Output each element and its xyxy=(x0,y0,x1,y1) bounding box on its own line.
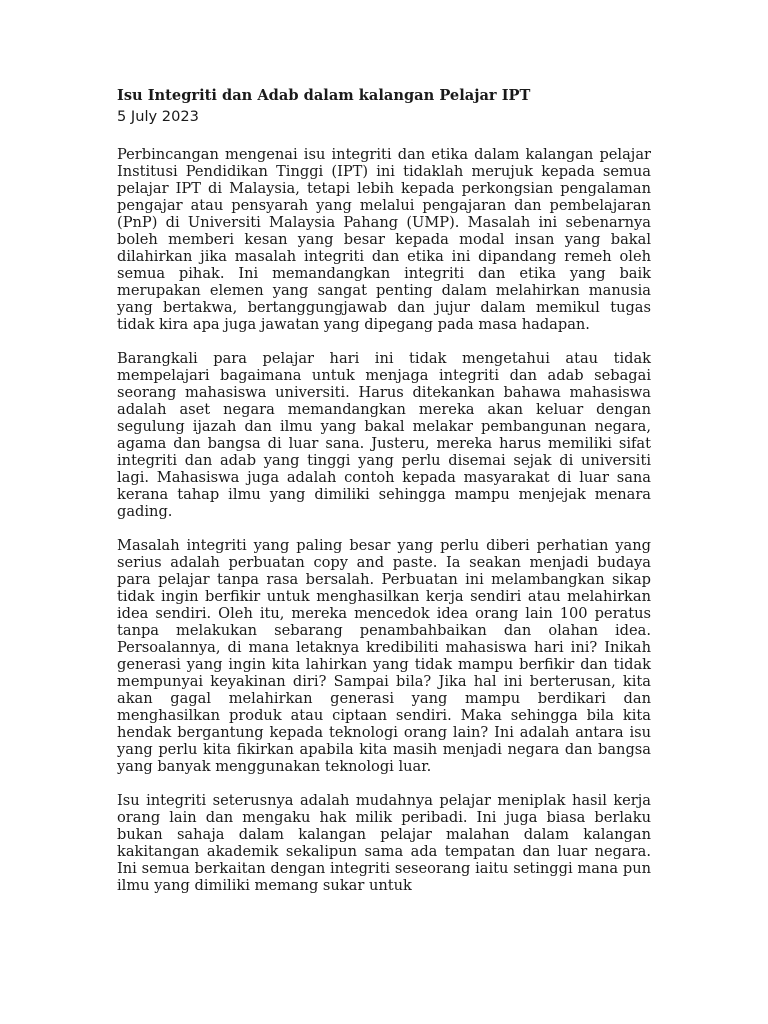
paragraph: Perbincangan mengenai isu integriti dan etika dalam kalangan pelajar Institusi Pendidikan Tinggi (IPT) ini tidaklah merujuk kepada semua pelajar IPT di Malaysia, tetapi lebih kepada perkongsian pengalaman pengajar atau pensyarah yang melalui pengajaran dan pembelajaran (PnP) di Universiti Malaysia Pahang (UMP). Masalah ini sebenarnya boleh memberi kesan yang besar kepada modal insan yang bakal dilahirkan jika masalah integriti dan etika ini dipandang remeh oleh semua pihak. Ini memandangkan integriti dan etika yang baik merupakan elemen yang sangat penting dalam melahirkan manusia yang bertakwa, bertanggungjawab dan jujur dalam memikul tugas tidak kira apa juga jawatan yang dipegang pada masa hadapan. xyxy=(117,146,651,333)
paragraph: Barangkali para pelajar hari ini tidak mengetahui atau tidak mempelajari bagaimana untuk menjaga integriti dan adab sebagai seorang mahasiswa universiti. Harus ditekankan bahawa mahasiswa adalah aset negara memandangkan mereka akan keluar dengan segulung ijazah dan ilmu yang bakal melakar pembangunan negara, agama dan bangsa di luar sana. Justeru, mereka harus memiliki sifat integriti dan adab yang tinggi yang perlu disemai sejak di universiti lagi. Mahasiswa juga adalah contoh kepada masyarakat di luar sana kerana tahap ilmu yang dimiliki sehingga mampu menjejak menara gading. xyxy=(117,350,651,520)
paragraph: Isu integriti seterusnya adalah mudahnya pelajar meniplak hasil kerja orang lain dan mengaku hak milik peribadi. Ini juga biasa berlaku bukan sahaja dalam kalangan pelajar malahan dalam kalangan kakitangan akademik sekalipun sama ada tempatan dan luar negara. Ini semua berkaitan dengan integriti seseorang iaitu setinggi mana pun ilmu yang dimiliki memang sukar untuk xyxy=(117,792,651,894)
document-page xyxy=(117,86,651,911)
document-body xyxy=(117,146,651,894)
paragraph: Masalah integriti yang paling besar yang perlu diberi perhatian yang serius adalah perbuatan copy and paste. Ia seakan menjadi budaya para pelajar tanpa rasa bersalah. Perbuatan ini melambangkan sikap tidak ingin berfikir untuk menghasilkan kerja sendiri atau melahirkan idea sendiri. Oleh itu, mereka mencedok idea orang lain 100 peratus tanpa melakukan sebarang penambahbaikan dan olahan idea. Persoalannya, di mana letaknya kredibiliti mahasiswa hari ini? Inikah generasi yang ingin kita lahirkan yang tidak mampu berfikir dan tidak mempunyai keyakinan diri? Sampai bila? Jika hal ini berterusan, kita akan gagal melahirkan generasi yang mampu berdikari dan menghasilkan produk atau ciptaan sendiri. Maka sehingga bila kita hendak bergantung kepada teknologi orang lain? Ini adalah antara isu yang perlu kita fikirkan apabila kita masih menjadi negara dan bangsa yang banyak menggunakan teknologi luar. xyxy=(117,537,651,775)
document-date: 5 July 2023 xyxy=(117,108,199,125)
document-title: Isu Integriti dan Adab dalam kalangan Pelajar IPT xyxy=(117,87,531,104)
